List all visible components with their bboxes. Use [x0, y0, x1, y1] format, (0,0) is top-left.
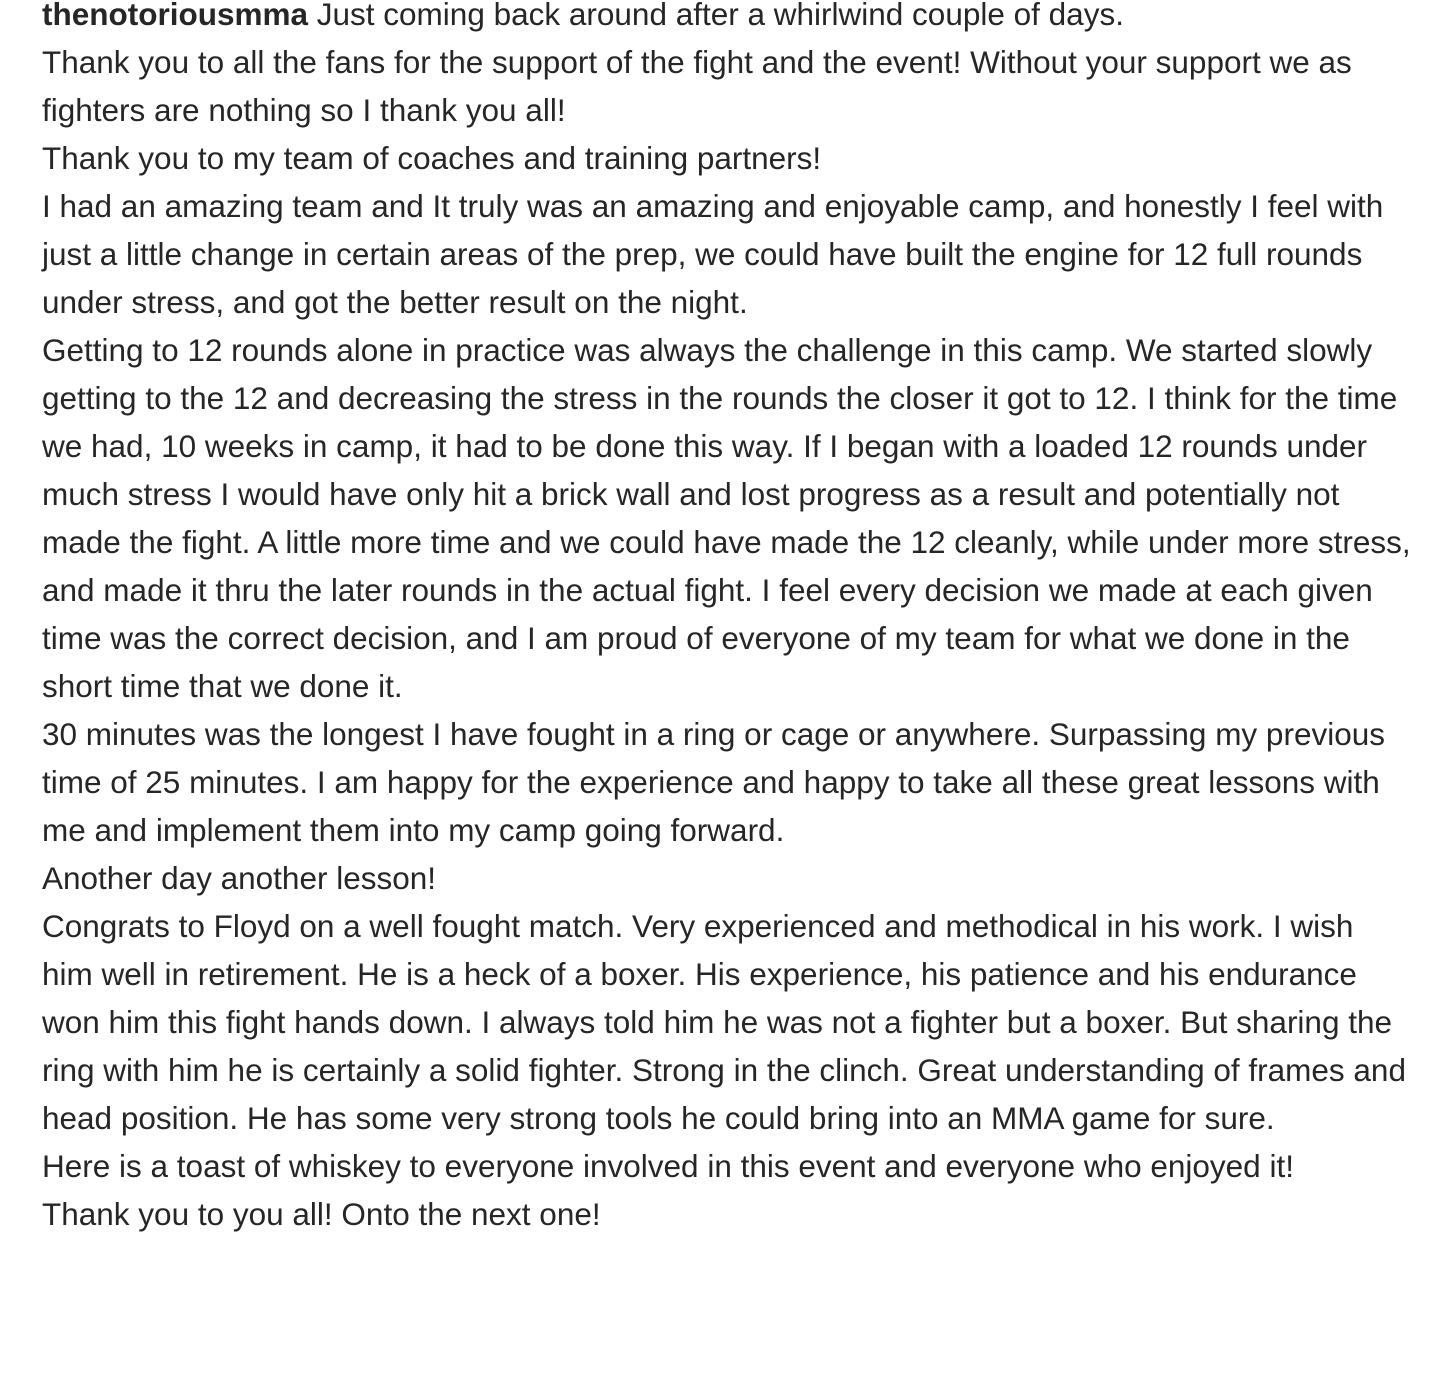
caption-paragraph: Getting to 12 rounds alone in practice was always the challenge in this camp. We started slowly getting to the 12 and decreasing the stress in the rounds the closer it got to 12. I think for the time we had, 10 weeks in camp, it had to be done this way. If I began with a loaded 12 rounds under much stress I would have only hit a brick wall and lost progress as a result and potentially not made the fight. A little more time and we could have made the 12 cleanly, while under more stress, and made it thru the later rounds in the actual fight. I feel every decision we made at each given time was the correct decision, and I am proud of everyone of my team for what we done in the short time that we done it.: [42, 332, 1411, 704]
username-link[interactable]: thenotoriousmma: [42, 0, 309, 32]
caption-paragraph: Congrats to Floyd on a well fought match. Very experienced and methodical in his work. I wish him well in retirement. He is a heck of a boxer. His experience, his patience and his endurance won him this fight hands down. I always told him he was not a fighter but a boxer. But sharing the ring with him he is certainly a solid fighter. Strong in the clinch. Great understanding of frames and head position. He has some very strong tools he could bring into an MMA game for sure.: [42, 908, 1406, 1136]
caption-paragraph: Here is a toast of whiskey to everyone involved in this event and everyone who enjoyed it!: [42, 1148, 1294, 1184]
caption-intro-text: Just coming back around after a whirlwind couple of days.: [308, 0, 1124, 32]
caption-paragraph: I had an amazing team and It truly was an amazing and enjoyable camp, and honestly I feel with just a little change in certain areas of the prep, we could have built the engine for 12 full rounds under stress, and got the better result on the night.: [42, 188, 1384, 320]
caption-first-line: [42, 0, 1412, 38]
caption-paragraph: Thank you to my team of coaches and training partners!: [42, 140, 822, 176]
caption-paragraph: Thank you to you all! Onto the next one!: [42, 1196, 601, 1232]
caption-paragraph: Another day another lesson!: [42, 860, 437, 896]
post-caption: [42, 0, 1412, 1238]
caption-paragraph: 30 minutes was the longest I have fought in a ring or cage or anywhere. Surpassing my previous time of 25 minutes. I am happy for the experience and happy to take all these great lessons with me and implement them into my camp going forward.: [42, 716, 1385, 848]
caption-paragraph: Thank you to all the fans for the support of the fight and the event! Without your support we as fighters are nothing so I thank you all!: [42, 44, 1352, 128]
